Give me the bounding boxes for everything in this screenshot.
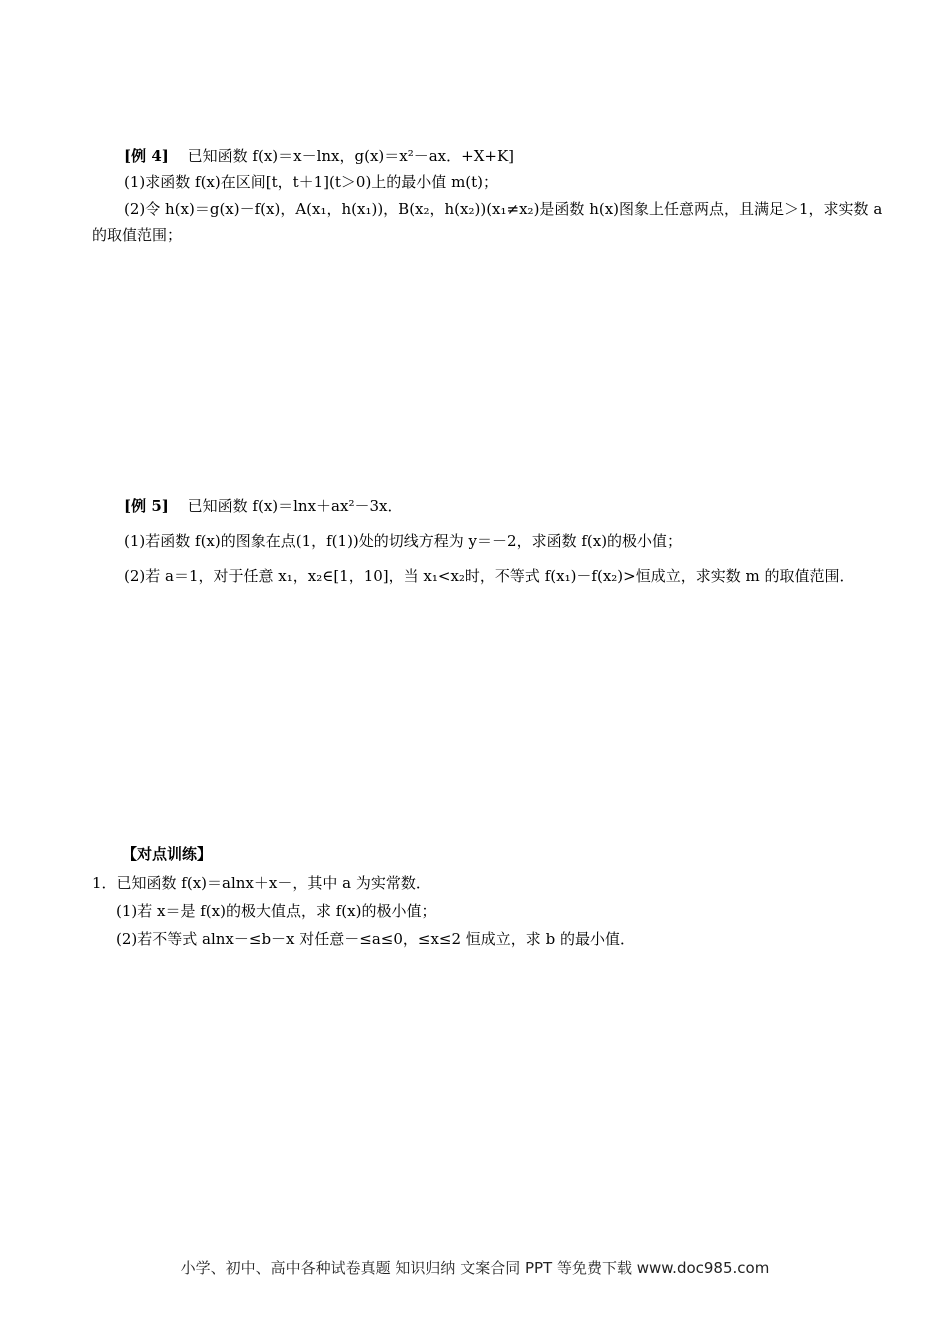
example-5-header [124, 496, 402, 516]
example-5-question-2: (2)若 a＝1，对于任意 x₁，x₂∈[1，10]，当 x₁<x₂时，不等式 f(x₁)－f(x₂)>恒成立，求实数 m 的取值范围． [124, 567, 855, 585]
example-4-question-2: (2)令 h(x)＝g(x)－f(x)，A(x₁，h(x₁))，B(x₂，h(x₂))(x₁≠x₂)是函数 h(x)图象上任意两点，且满足＞1，求实数 a [124, 200, 883, 218]
training-item-1-question-1: (1)若 x＝是 f(x)的极大值点，求 f(x)的极小值； [116, 902, 437, 920]
example-5-label: [例 5] [124, 497, 169, 515]
training-item-1-intro: 1．已知函数 f(x)＝alnx＋x－，其中 a 为实常数． [92, 874, 431, 892]
example-4-intro: 已知函数 f(x)＝x－lnx，g(x)＝x²－ax．+X+K] [187, 147, 515, 165]
example-4-question-1: (1)求函数 f(x)在区间[t，t＋1](t＞0)上的最小值 m(t)； [124, 173, 499, 191]
example-5-question-1: (1)若函数 f(x)的图象在点(1，f(1))处的切线方程为 y＝－2，求函数 f(x)的极小值； [124, 532, 683, 550]
footer-text: 小学、初中、高中各种试卷真题 知识归纳 文案合同 PPT 等免费下载 www.doc985.com [180, 1259, 770, 1277]
training-item-1-question-2: (2)若不等式 alnx－≤b－x 对任意－≤a≤0，≤x≤2 恒成立，求 b 的最小值． [116, 930, 635, 948]
example-4-question-2-continuation: 的取值范围； [92, 226, 183, 244]
example-4-label: [例 4] [124, 147, 169, 165]
example-5-intro: 已知函数 f(x)＝lnx＋ax²－3x． [187, 497, 403, 515]
training-heading: 【对点训练】 [122, 845, 213, 863]
example-4-header [124, 146, 514, 166]
